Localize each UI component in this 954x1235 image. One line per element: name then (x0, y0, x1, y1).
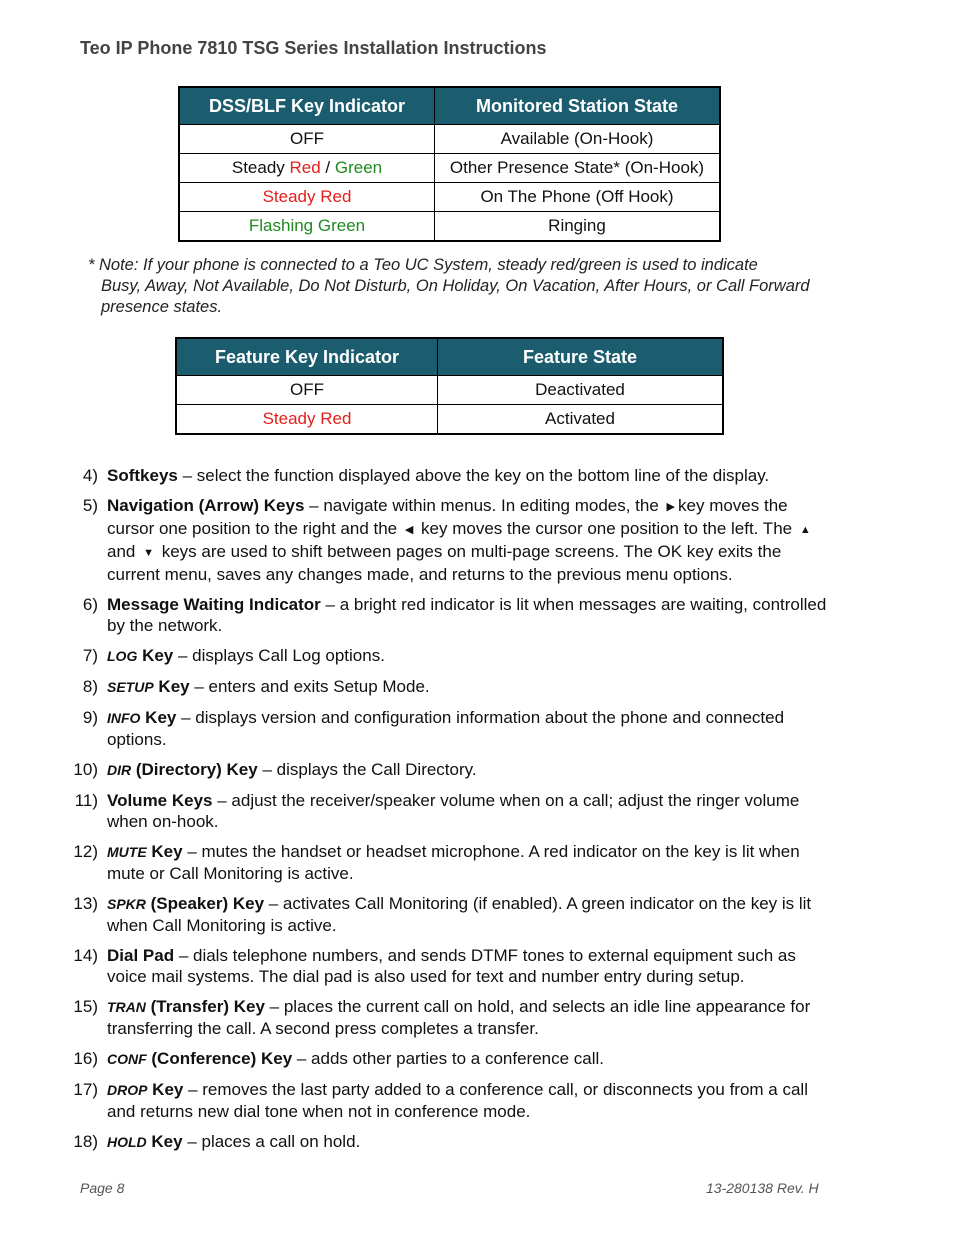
item-number: 4) (82, 466, 98, 485)
list-item (70, 495, 830, 585)
page-header-title: Teo IP Phone 7810 TSG Series Installation Instructions (80, 38, 547, 58)
state-cell: Other Presence State* (On-Hook) (435, 154, 721, 183)
key-name: INFO (107, 710, 141, 726)
item-number: 15) (73, 997, 98, 1016)
item-title: (Conference) Key (146, 1049, 293, 1068)
item-number: 6) (82, 595, 98, 614)
item-title: Key (137, 646, 174, 665)
item-text: – dials telephone numbers, and sends DTMF tones to external equipment such as voice mail systems. The dial pad is also used for text and number entry during setup. (107, 946, 796, 986)
note-line-1: * Note: If your phone is connected to a Teo UC System, steady red/green is used to indicate (88, 256, 758, 274)
arrow-right-icon: ▶ (666, 501, 676, 513)
item-number: 9) (82, 708, 98, 727)
table-row (179, 154, 720, 183)
item-text: key exits the current menu, saves any changes made, and returns to the previous menu options. (107, 542, 782, 584)
page-number: Page 8 (80, 1180, 125, 1196)
indicator-red-text: Red (289, 158, 321, 177)
item-text: and (107, 542, 141, 561)
list-item (70, 594, 830, 636)
indicator-green-text: Green (334, 158, 383, 177)
dss-blf-indicator-table (178, 86, 721, 242)
document-revision: 13-280138 Rev. H (706, 1180, 819, 1196)
item-text: – adds other parties to a conference call. (292, 1049, 605, 1068)
key-name: CONF (107, 1051, 147, 1067)
key-name: DROP (107, 1082, 148, 1098)
key-name: HOLD (107, 1134, 147, 1150)
list-item (70, 945, 830, 987)
key-name: SETUP (107, 679, 154, 695)
item-number: 18) (73, 1132, 98, 1151)
item-title: Key (146, 842, 183, 861)
state-cell: Activated (438, 405, 724, 435)
key-name: SPKR (107, 896, 146, 912)
indicator-cell: OFF (176, 376, 438, 405)
item-text: – navigate within menus. In editing modes, the (304, 496, 664, 515)
item-title: Key (147, 1080, 184, 1099)
item-text: – displays Call Log options. (173, 646, 385, 665)
item-title: Key (146, 1132, 183, 1151)
state-cell: Deactivated (438, 376, 724, 405)
key-name: TRAN (107, 999, 146, 1015)
table-row (179, 212, 720, 242)
item-text: – mutes the handset or headset microphone. A red indicator on the key is lit when mute or Call Monitoring is active. (107, 842, 800, 883)
item-number: 8) (82, 677, 98, 696)
list-item (70, 1079, 830, 1122)
arrow-down-icon: ▼ (143, 547, 154, 559)
item-text: – a bright red indicator is lit when messages are waiting, controlled by the network. (107, 595, 827, 635)
item-text: keys are used to shift between pages on multi-page screens. The (156, 542, 658, 561)
table-row (179, 125, 720, 154)
list-item (70, 996, 830, 1039)
item-text: – activates Call Monitoring (if enabled). A green indicator on the key is lit when Call Monitoring is active. (107, 894, 812, 935)
item-text: – adjust the receiver/speaker volume when on a call; adjust the ringer volume when on-hook. (107, 791, 800, 831)
indicator-cell: Steady Red (179, 183, 435, 212)
table-header-row (179, 87, 720, 125)
key-description-list (70, 465, 830, 1162)
item-number: 17) (73, 1080, 98, 1099)
item-text: – removes the last party added to a conference call, or disconnects you from a call and returns new dial tone when not in conference mode. (107, 1080, 808, 1121)
item-title: (Transfer) Key (145, 997, 265, 1016)
item-title: Volume Keys (107, 791, 213, 810)
indicator-cell (179, 154, 435, 183)
item-number: 14) (73, 946, 98, 965)
item-text: – displays the Call Directory. (257, 760, 477, 779)
item-title: (Directory) Key (131, 760, 258, 779)
key-name: DIR (107, 762, 132, 778)
item-text: – displays version and configuration information about the phone and connected options. (107, 708, 785, 749)
item-text: – enters and exits Setup Mode. (189, 677, 430, 696)
list-item (70, 707, 830, 750)
list-item (70, 465, 830, 486)
indicator-separator: / (320, 158, 335, 177)
note-continuation: Busy, Away, Not Available, Do Not Disturb, On Holiday, On Vacation, After Hours, or Call Forward presence states. (101, 277, 810, 316)
item-number: 10) (73, 760, 98, 779)
table-header-row (176, 338, 723, 376)
indicator-cell: Flashing Green (179, 212, 435, 242)
indicator-text: Steady (231, 158, 290, 177)
key-name: LOG (107, 648, 138, 664)
item-number: 16) (73, 1049, 98, 1068)
column-header: Feature Key Indicator (176, 338, 438, 376)
state-cell: Ringing (435, 212, 721, 242)
item-text: – select the function displayed above the key on the bottom line of the display. (177, 466, 770, 485)
list-item (70, 1131, 830, 1153)
list-item (70, 893, 830, 936)
list-item (70, 759, 830, 781)
list-item (70, 1048, 830, 1070)
feature-indicator-table (175, 337, 724, 435)
table-row (179, 183, 720, 212)
key-name: MUTE (107, 844, 147, 860)
item-title: Softkeys (107, 466, 178, 485)
item-text: – places the current call on hold, and selects an idle line appearance for transferring the call. A second press completes a transfer. (107, 997, 811, 1038)
column-header: Feature State (438, 338, 724, 376)
item-title: Message Waiting Indicator (107, 595, 321, 614)
presence-note (88, 255, 848, 318)
ok-key-label: OK (657, 542, 683, 561)
list-item (70, 645, 830, 667)
item-text: – places a call on hold. (182, 1132, 361, 1151)
list-item (70, 790, 830, 832)
column-header: Monitored Station State (435, 87, 721, 125)
arrow-left-icon: ◀ (404, 524, 414, 536)
item-text: key moves the cursor one position to the left. The (416, 519, 797, 538)
arrow-up-icon: ▲ (799, 524, 811, 536)
item-number: 13) (73, 894, 98, 913)
column-header: DSS/BLF Key Indicator (179, 87, 435, 125)
item-title: Key (153, 677, 190, 696)
indicator-cell: Steady Red (176, 405, 438, 435)
state-cell: On The Phone (Off Hook) (435, 183, 721, 212)
item-title: Navigation (Arrow) Keys (107, 496, 305, 515)
item-number: 12) (73, 842, 98, 861)
item-text: key moves the cursor one position to the right and the (107, 496, 788, 538)
item-title: Dial Pad (107, 946, 175, 965)
item-title: (Speaker) Key (145, 894, 265, 913)
list-item (70, 676, 830, 698)
item-number: 11) (74, 791, 98, 810)
item-number: 7) (82, 646, 98, 665)
indicator-cell: OFF (179, 125, 435, 154)
list-item (70, 841, 830, 884)
table-row (176, 376, 723, 405)
state-cell: Available (On-Hook) (435, 125, 721, 154)
item-title: Key (140, 708, 177, 727)
item-number: 5) (82, 496, 98, 515)
table-row (176, 405, 723, 435)
